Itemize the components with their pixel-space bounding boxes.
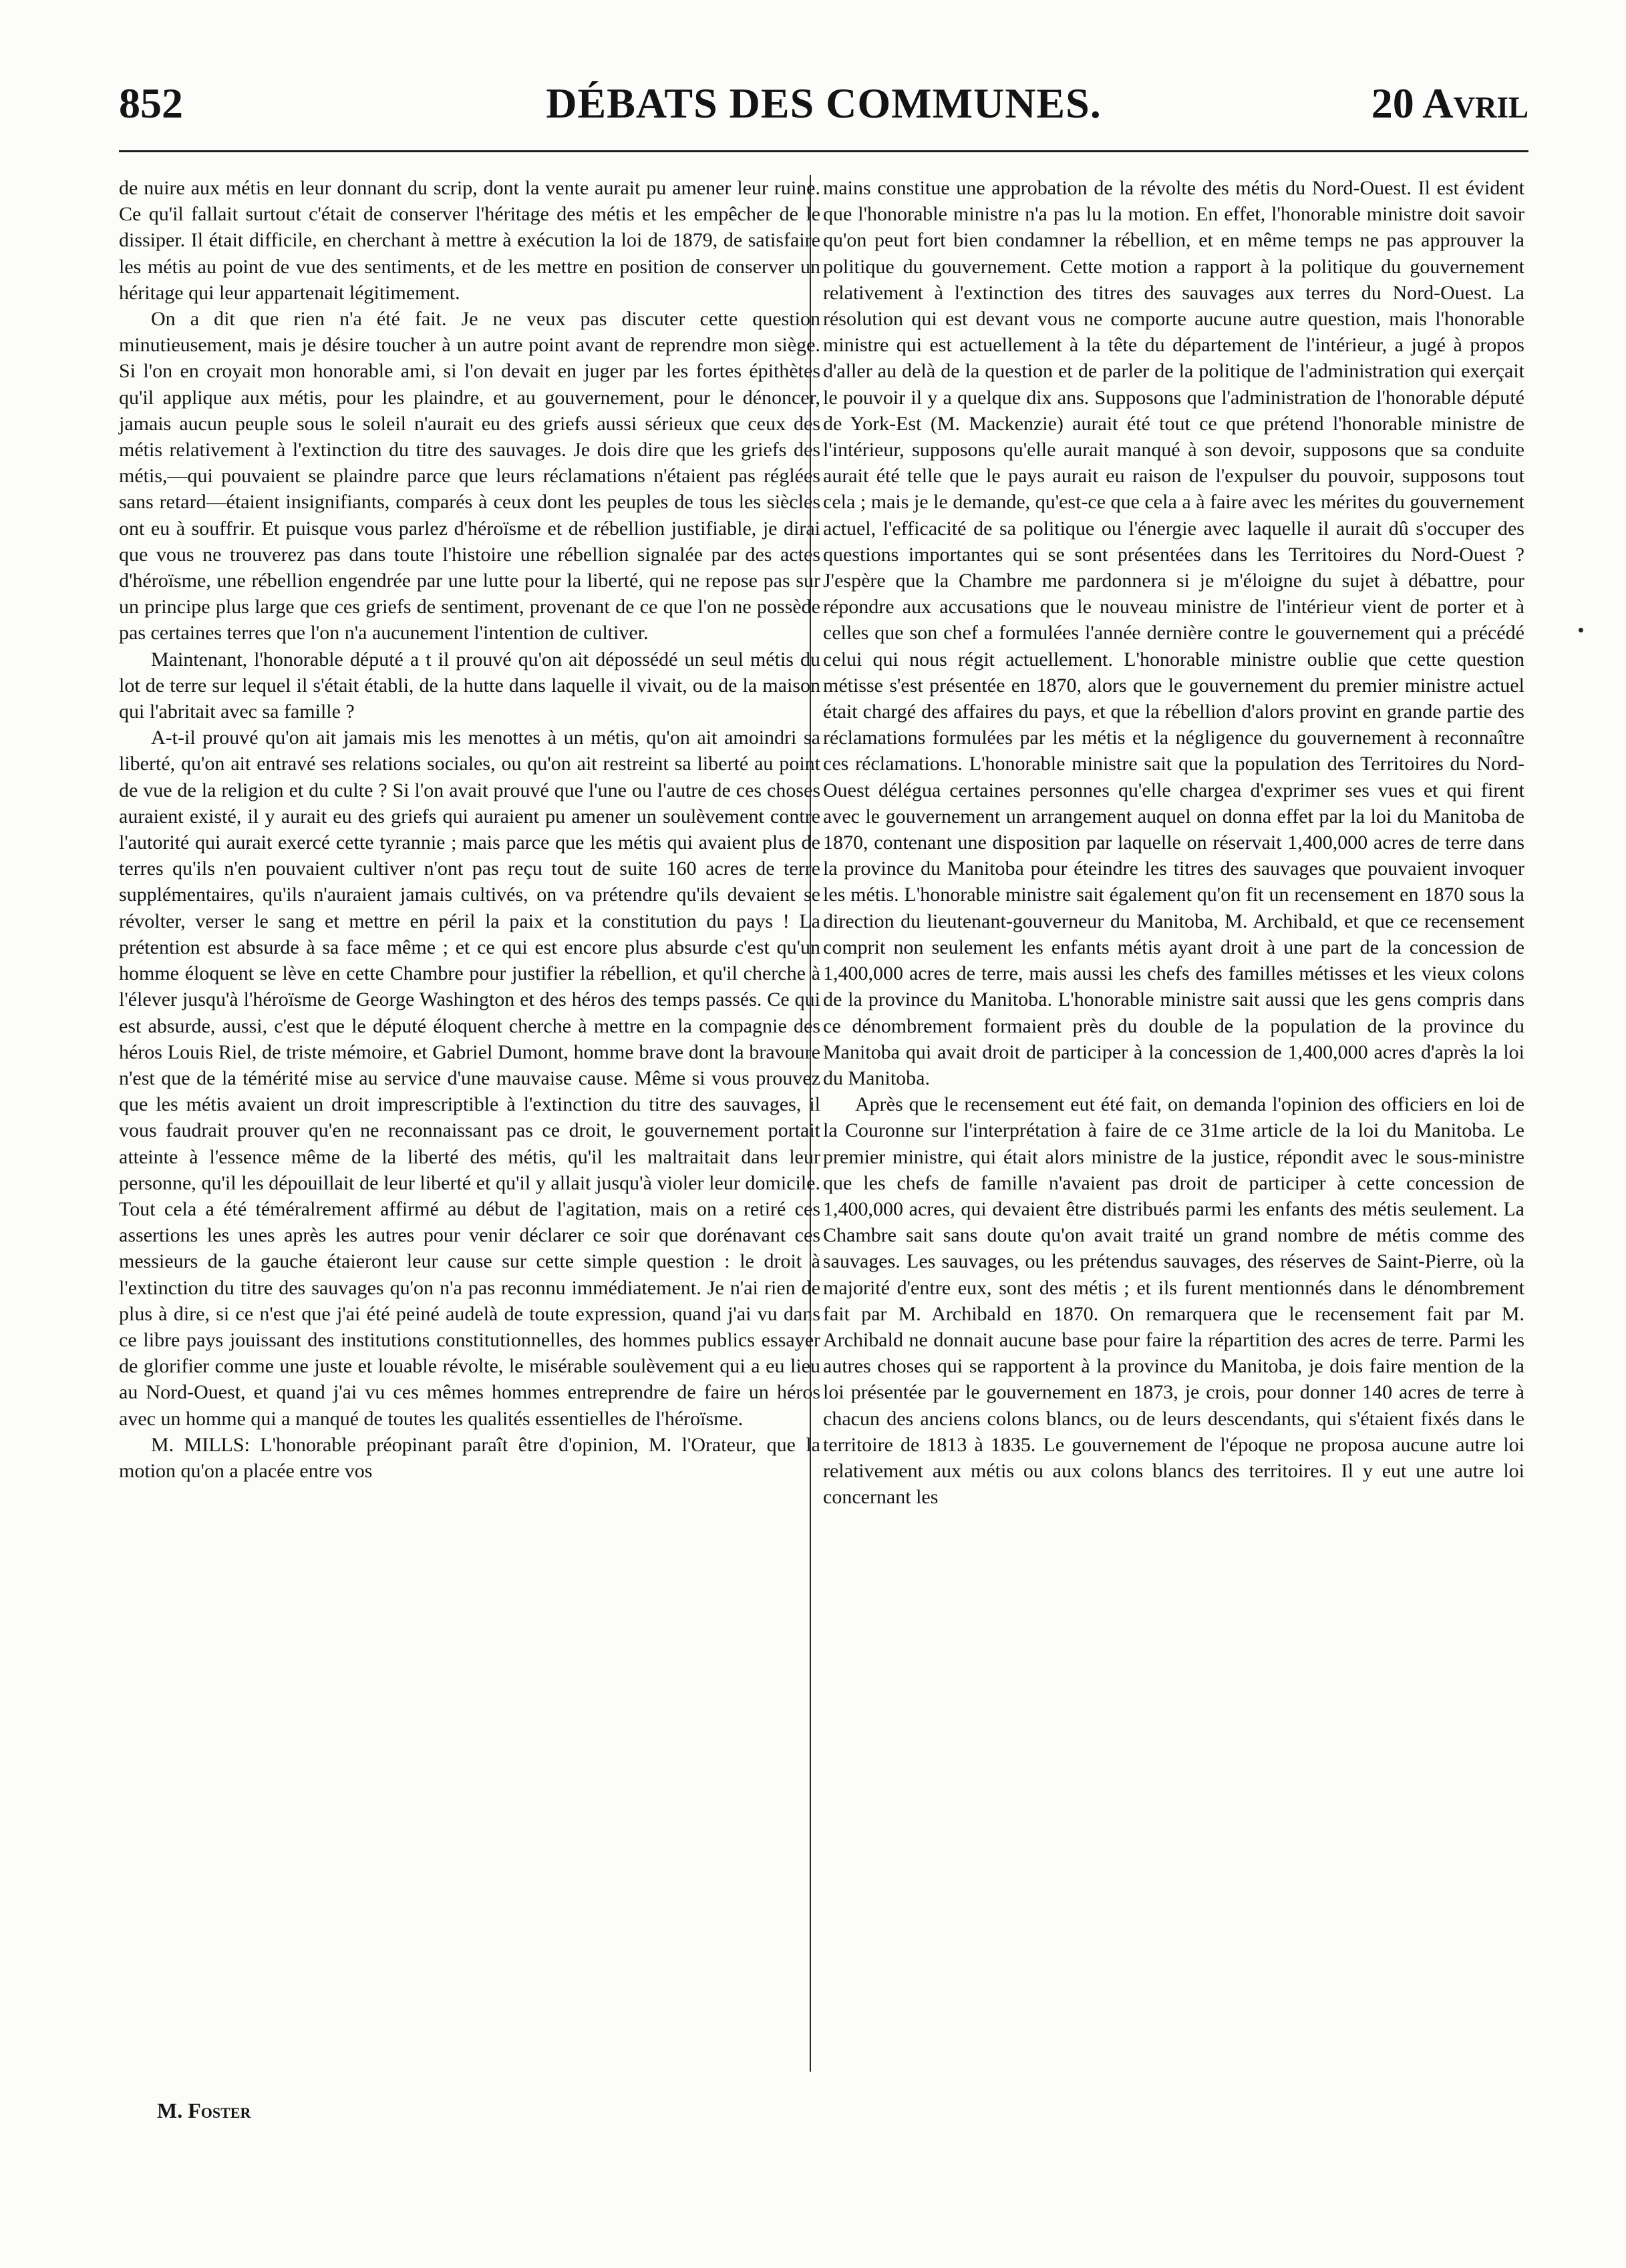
paragraph: mains constitue une approbation de la révolte des métis du Nord-Ouest. Il est évident que l'honorable ministre n'a pas lu la motion. En effet, l'honorable ministre doit savoir qu'on peut fort bien condamner la rébellion, et en même temps ne pas approuver la politique du gouvernement. Cette motion a rapport à la politique du gouvernement relativement à l'extinction des titres des sauvages aux terres du Nord-Ouest. La résolution qui est devant vous ne comporte aucune autre question, mais l'honorable ministre qui est actuellement à la tête du département de l'intérieur, a jugé à propos d'aller au delà de la question et de parler de la politique de l'administration qui exerçait le pouvoir il y a quelque dix ans. Supposons que l'administration de l'honorable député de York-Est (M. Mackenzie) aurait été tout ce que prétend l'honorable ministre de l'intérieur, supposons qu'elle aurait manqué à son devoir, supposons que sa conduite aurait été telle que le pays aurait eu raison de l'expulser du pouvoir, supposons tout cela ; mais je le demande, qu'est-ce que cela a à faire avec les mérites du gouvernement actuel, l'efficacité de sa politique ou l'énergie avec laquelle il aurait dû s'occuper des questions importantes qui se sont présentées dans les Territoires du Nord-Ouest ? J'espère que la Chambre me pardonnera si je m'éloigne du sujet à débattre, pour répondre aux accusations que le nouveau ministre de l'intérieur vient de porter et à celles que son chef a formulées l'année dernière contre le gouvernement qui a précédé celui qui nous régit actuellement. L'honorable ministre oublie que cette question métisse s'est présentée en 1870, alors que le gouvernement du premier ministre actuel était chargé des affaires du pays, et que la rébellion d'alors provint en grande partie des réclamations formulées par les métis et la négligence du gouvernement à reconnaître ces réclamations. L'honorable ministre sait que la population des Territoires du Nord-Ouest délégua certaines personnes qu'elle chargea d'exprimer ses vues et qui firent avec le gouvernement un arrangement auquel on donna effet par la loi du Manitoba de 1870, contenant une disposition par laquelle on réservait 1,400,000 acres de terre dans la province du Manitoba pour éteindre les titres des sauvages que pouvaient invoquer les métis. L'honorable ministre sait également qu'on fit un recensement en 1870 sous la direction du lieutenant-gouverneur du Manitoba, M. Archibald, et que ce recensement comprit non seulement les enfants métis ayant droit à une part de la concession de 1,400,000 acres de terre, mais aussi les chefs des familles métisses et les vieux colons de la province du Manitoba. L'honorable ministre sait aussi que les gens compris dans ce dénombrement formaient près du double de la population de la province du Manitoba qui avait droit de participer à la concession de 1,400,000 acres d'après la loi du Manitoba. (823, 177, 1524, 1089)
page-date: 20 Avril (1371, 79, 1528, 127)
paragraph: Maintenant, l'honorable député a t il prouvé qu'on ait dépossédé un seul métis du lot de terre sur lequel il s'était établi, de la hutte dans laquelle il vivait, ou de la maison qui l'abritait avec sa famille ? (119, 648, 820, 723)
page-number: 852 (119, 79, 183, 127)
catchword-text: M. Foster (157, 2098, 251, 2122)
paragraph: M. MILLS: L'honorable préopinant paraît être d'opinion, M. l'Orateur, que la motion qu'on a placée entre vos (119, 1433, 820, 1482)
paragraph: de nuire aux métis en leur donnant du scrip, dont la vente aurait pu amener leur ruine. Ce qu'il fallait surtout c'était de conserver l'héritage des métis et les empêcher de le dissiper. Il était difficile, en cherchant à mettre à exécution la loi de 1879, de satisfaire les métis au point de vue des sentiments, et de les mettre en position de conserver un héritage qui leur appartenait légitimement. (119, 177, 820, 304)
paragraph: A-t-il prouvé qu'on ait jamais mis les menottes à un métis, qu'on ait amoindri sa liberté, qu'on ait entravé ses relations sociales, ou qu'on ait restreint sa liberté au point de vue de la religion et du culte ? Si l'on avait prouvé que l'une ou l'autre de ces choses auraient existé, il y aurait eu des griefs qui auraient pu amener un soulèvement contre l'autorité qui aurait exercé cette tyrannie ; mais parce que les métis qui avaient plus de terres qu'ils n'en pouvaient cultiver n'ont pas reçu tout de suite 160 acres de terre supplémentaires, qu'ils n'auraient jamais cultivés, on va prétendre qu'ils devaient se révolter, verser le sang et mettre en péril la paix et la constitution du pays ! La prétention est absurde à sa face même ; et ce qui est encore plus absurde c'est qu'un homme éloquent se lève en cette Chambre pour justifier la rébellion, et qu'il cherche à l'élever jusqu'à l'héroïsme de George Washington et des héros des temps passés. Ce qui est absurde, aussi, c'est que le député éloquent cherche à mettre en la compagnie des héros Louis Riel, de triste mémoire, et Gabriel Dumont, homme brave dont la bravoure n'est que de la témérité mise au service d'une mauvaise cause. Même si vous prouvez que les métis avaient un droit imprescriptible à l'extinction du titre des sauvages, il vous faudrait prouver qu'en ne reconnaissant pas ce droit, le gouvernement portait atteinte à l'essence même de la liberté des métis, qu'il les maltraitait dans leur personne, qu'il les dépouillait de leur liberté et qu'il y allait jusqu'à violer leur domicile. Tout cela a été téméralrement affirmé au début de l'agitation, mais on a retiré ces assertions les unes après les autres pour venir déclarer ce soir que dorénavant ces messieurs de la gauche étaieront leur cause sur cette simple question : le droit à l'extinction du titre des sauvages qu'on n'a pas reconnu immédiatement. Je n'ai rien de plus à dire, si ce n'est que j'ai été peiné audelà de toute expression, quand j'ai vu dans ce libre pays jouissant des institutions constitutionnelles, des hommes publics essayer de glorifier comme une juste et louable révolte, le misérable soulèvement qui a eu lieu au Nord-Ouest, et quand j'ai vu ces mêmes hommes entreprendre de faire un héros avec un homme qui a manqué de toutes les qualités essentielles de l'héroïsme. (119, 727, 820, 1430)
page-title: DÉBATS DES COMMUNES. (546, 79, 1102, 127)
paragraph: Après que le recensement eut été fait, on demanda l'opinion des officiers en loi de la Couronne sur l'interprétation à faire de ce 31me article de la loi du Manitoba. Le premier ministre, qui était alors ministre de la justice, répondit avec le sous-ministre que les chefs de famille n'avaient pas droit de participer à cette concession de 1,400,000 acres, qui devaient être distribués parmi les enfants des métis seulement. La Chambre sait sans doute qu'on avait traité un grand nombre de métis comme des sauvages. Les sauvages, ou les prétendus sauvages, des réserves de Saint-Pierre, où la majorité d'entre eux, sont des métis ; et ils furent mentionnés dans le dénombrement fait par M. Archibald en 1870. On remarquera que le recensement fait par M. Archibald ne donnait aucune base pour faire la répartition des acres de terre. Parmi les autres choses qui se rapportent à la province du Manitoba, je dois faire mention de la loi présentée par le gouvernement en 1873, je crois, pour donner 140 acres de terre à chacun des anciens colons blancs, ou de leurs descendants, qui s'étaient fixés dans le territoire de 1813 à 1835. Le gouvernement de l'époque ne proposa aucune autre loi relativement aux métis ou aux colons blancs des territoires. Il y eut une autre loi concernant les (823, 1093, 1524, 1509)
right-column (823, 175, 1524, 1510)
margin-mark (1579, 628, 1583, 632)
paragraph: On a dit que rien n'a été fait. Je ne veux pas discuter cette question minutieusement, mais je désire toucher à un autre point avant de reprendre mon siège. Si l'on en croyait mon honorable ami, si l'on devait en juger par les fortes épithètes qu'il applique aux métis, pour les plaindre, et au gouvernement, pour le dénoncer, jamais aucun peuple sous le soleil n'aurait eu des griefs aussi sérieux que ceux des métis relativement à l'extinction du titre des sauvages. Je dois dire que les griefs des métis,—qui pouvaient se plaindre parce que leurs réclamations n'étaient pas réglées sans retard—étaient insignifiants, comparés à ceux dont les peuples de tous les siècles ont eu à souffrir. Et puisque vous parlez d'héroïsme et de rébellion justifiable, je dirai que vous ne trouverez pas dans toute l'histoire une rébellion signalée par des actes d'héroïsme, une rébellion engendrée par une lutte pour la liberté, qui ne repose pas sur un principe plus large que ces griefs de sentiment, provenant de ce que l'on ne possède pas certaines terres que l'on n'a aucunement l'intention de cultiver. (119, 308, 820, 644)
page-header (119, 79, 1528, 139)
column-divider (810, 175, 811, 2072)
left-column (119, 175, 820, 1484)
catchword (157, 2098, 251, 2123)
header-rule (119, 150, 1528, 152)
